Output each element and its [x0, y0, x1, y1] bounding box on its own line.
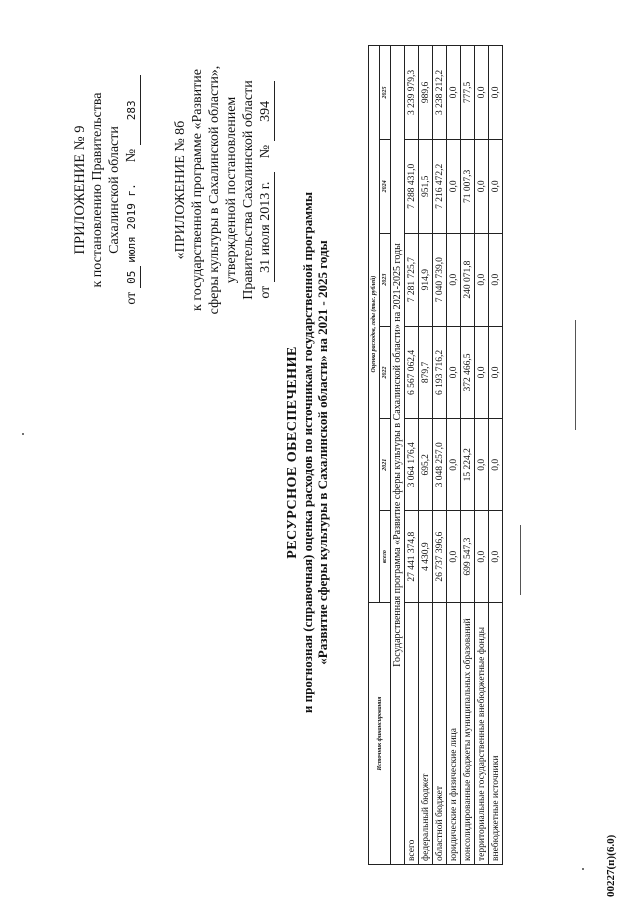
row-value: 777,5: [461, 46, 475, 140]
appendix-date-day: 05: [123, 266, 141, 288]
row-value: 0,0: [475, 419, 489, 511]
row-value: 0,0: [447, 326, 461, 419]
row-value: 0,0: [489, 419, 503, 511]
row-label: всего: [405, 603, 419, 865]
scan-mark: [582, 868, 584, 870]
row-label: внебюджетные источники: [489, 603, 503, 865]
appendix-from-label: от: [124, 291, 139, 305]
row-value: 0,0: [475, 233, 489, 326]
header-col: 2025: [380, 46, 391, 140]
appendix-num: 283: [123, 75, 141, 145]
table-row: [447, 46, 461, 865]
appendix-prev-line4: Правительства Сахалинской области: [241, 80, 256, 300]
table-row: [405, 46, 419, 865]
document-subtitle-1: и прогнозная (справочная) оценка расходов по источникам государственной программы: [300, 191, 315, 714]
row-value: 7 040 739,0: [433, 233, 447, 326]
row-value: 27 441 374,8: [405, 511, 419, 603]
row-value: 0,0: [489, 139, 503, 233]
row-value: 0,0: [489, 511, 503, 603]
appendix-header: [72, 20, 141, 360]
table-header-row-1: [369, 46, 380, 865]
appendix-prev-line1: к государственной программе «Развитие: [190, 69, 205, 311]
program-row: [391, 46, 405, 865]
row-value: 695,2: [419, 419, 433, 511]
appendix-prev-line2: сферы культуры в Сахалинской области»,: [207, 65, 222, 315]
row-value: 372 466,5: [461, 326, 475, 419]
header-col: 2021: [380, 419, 391, 511]
row-value: 0,0: [489, 46, 503, 140]
header-col: 2022: [380, 326, 391, 419]
document-title: РЕСУРСНОЕ ОБЕСПЕЧЕНИЕ: [285, 346, 300, 559]
row-value: 71 007,3: [461, 139, 475, 233]
resource-table: [368, 45, 503, 865]
row-value: 0,0: [475, 326, 489, 419]
table-row: [419, 46, 433, 865]
row-value: 3 239 979,3: [405, 46, 419, 140]
appendix-prev-line3: утвержденной постановлением: [224, 96, 239, 284]
appendix-title: ПРИЛОЖЕНИЕ № 9: [72, 125, 88, 255]
header-source: Источник финансирования: [369, 603, 391, 865]
appendix-prev-from-label: от: [258, 285, 273, 299]
row-value: 0,0: [475, 46, 489, 140]
row-value: 879,7: [419, 326, 433, 419]
row-value: 0,0: [447, 139, 461, 233]
row-label: федеральный бюджет: [419, 603, 433, 865]
separator-line: [520, 525, 521, 595]
separator-line: [575, 320, 576, 430]
row-value: 951,5: [419, 139, 433, 233]
row-value: 15 224,2: [461, 419, 475, 511]
table-row: [475, 46, 489, 865]
header-estimate: Оценка расходов, годы (тыс. рублей): [369, 46, 380, 603]
appendix-num-label: №: [124, 148, 139, 163]
table-row: [433, 46, 447, 865]
table-row: [461, 46, 475, 865]
row-value: 0,0: [447, 419, 461, 511]
appendix-prev-num-label: №: [258, 144, 273, 159]
appendix-date-rest: июля 2019 г.: [125, 183, 138, 263]
row-value: 0,0: [447, 511, 461, 603]
appendix-prev-date-line: [257, 20, 275, 360]
row-value: 3 064 176,4: [405, 419, 419, 511]
row-value: 240 071,8: [461, 233, 475, 326]
header-col: 2023: [380, 233, 391, 326]
row-value: 0,0: [447, 46, 461, 140]
footer-code: 00227(п)(6.0): [605, 834, 617, 897]
document-title-block: [285, 0, 330, 905]
row-value: 914,9: [419, 233, 433, 326]
appendix-date-line: [123, 20, 141, 360]
row-value: 4 430,9: [419, 511, 433, 603]
table-body: [405, 46, 503, 865]
program-row-label: Государственная программа «Развитие сферы культуры в Сахалинской области» на 2021-2025 годы: [391, 46, 405, 865]
appendix-prev-date: 31 июля 2013 г.: [257, 172, 275, 282]
row-value: 7 216 472,2: [433, 139, 447, 233]
row-label: юридические и физические лица: [447, 603, 461, 865]
header-col: всего: [380, 511, 391, 603]
row-label: областной бюджет: [433, 603, 447, 865]
appendix-line1: к постановлению Правительства: [90, 92, 105, 288]
scan-mark: [22, 433, 24, 435]
row-value: 26 737 396,6: [433, 511, 447, 603]
row-value: 7 288 431,0: [405, 139, 419, 233]
appendix-prev-num: 394: [257, 81, 275, 141]
header-col: 2024: [380, 139, 391, 233]
row-label: консолидированные бюджеты муниципальных образований: [461, 603, 475, 865]
row-value: 7 281 725,7: [405, 233, 419, 326]
appendix-prev-title: «ПРИЛОЖЕНИЕ № 8б: [173, 120, 188, 260]
row-value: 3 048 257,0: [433, 419, 447, 511]
row-label: территориальные государственные внебюджетные фонды: [475, 603, 489, 865]
row-value: 3 238 212,2: [433, 46, 447, 140]
row-value: 6 193 716,2: [433, 326, 447, 419]
row-value: 0,0: [475, 511, 489, 603]
row-value: 0,0: [489, 233, 503, 326]
row-value: 699 547,3: [461, 511, 475, 603]
row-value: 6 567 062,4: [405, 326, 419, 419]
appendix-prev-header: [172, 20, 275, 360]
row-value: 0,0: [475, 139, 489, 233]
document-subtitle-2: «Развитие сферы культуры в Сахалинской области» на 2021 - 2025 годы: [315, 240, 330, 665]
table-row: [489, 46, 503, 865]
row-value: 0,0: [447, 233, 461, 326]
row-value: 989,6: [419, 46, 433, 140]
appendix-line2: Сахалинской области: [107, 126, 122, 254]
row-value: 0,0: [489, 326, 503, 419]
